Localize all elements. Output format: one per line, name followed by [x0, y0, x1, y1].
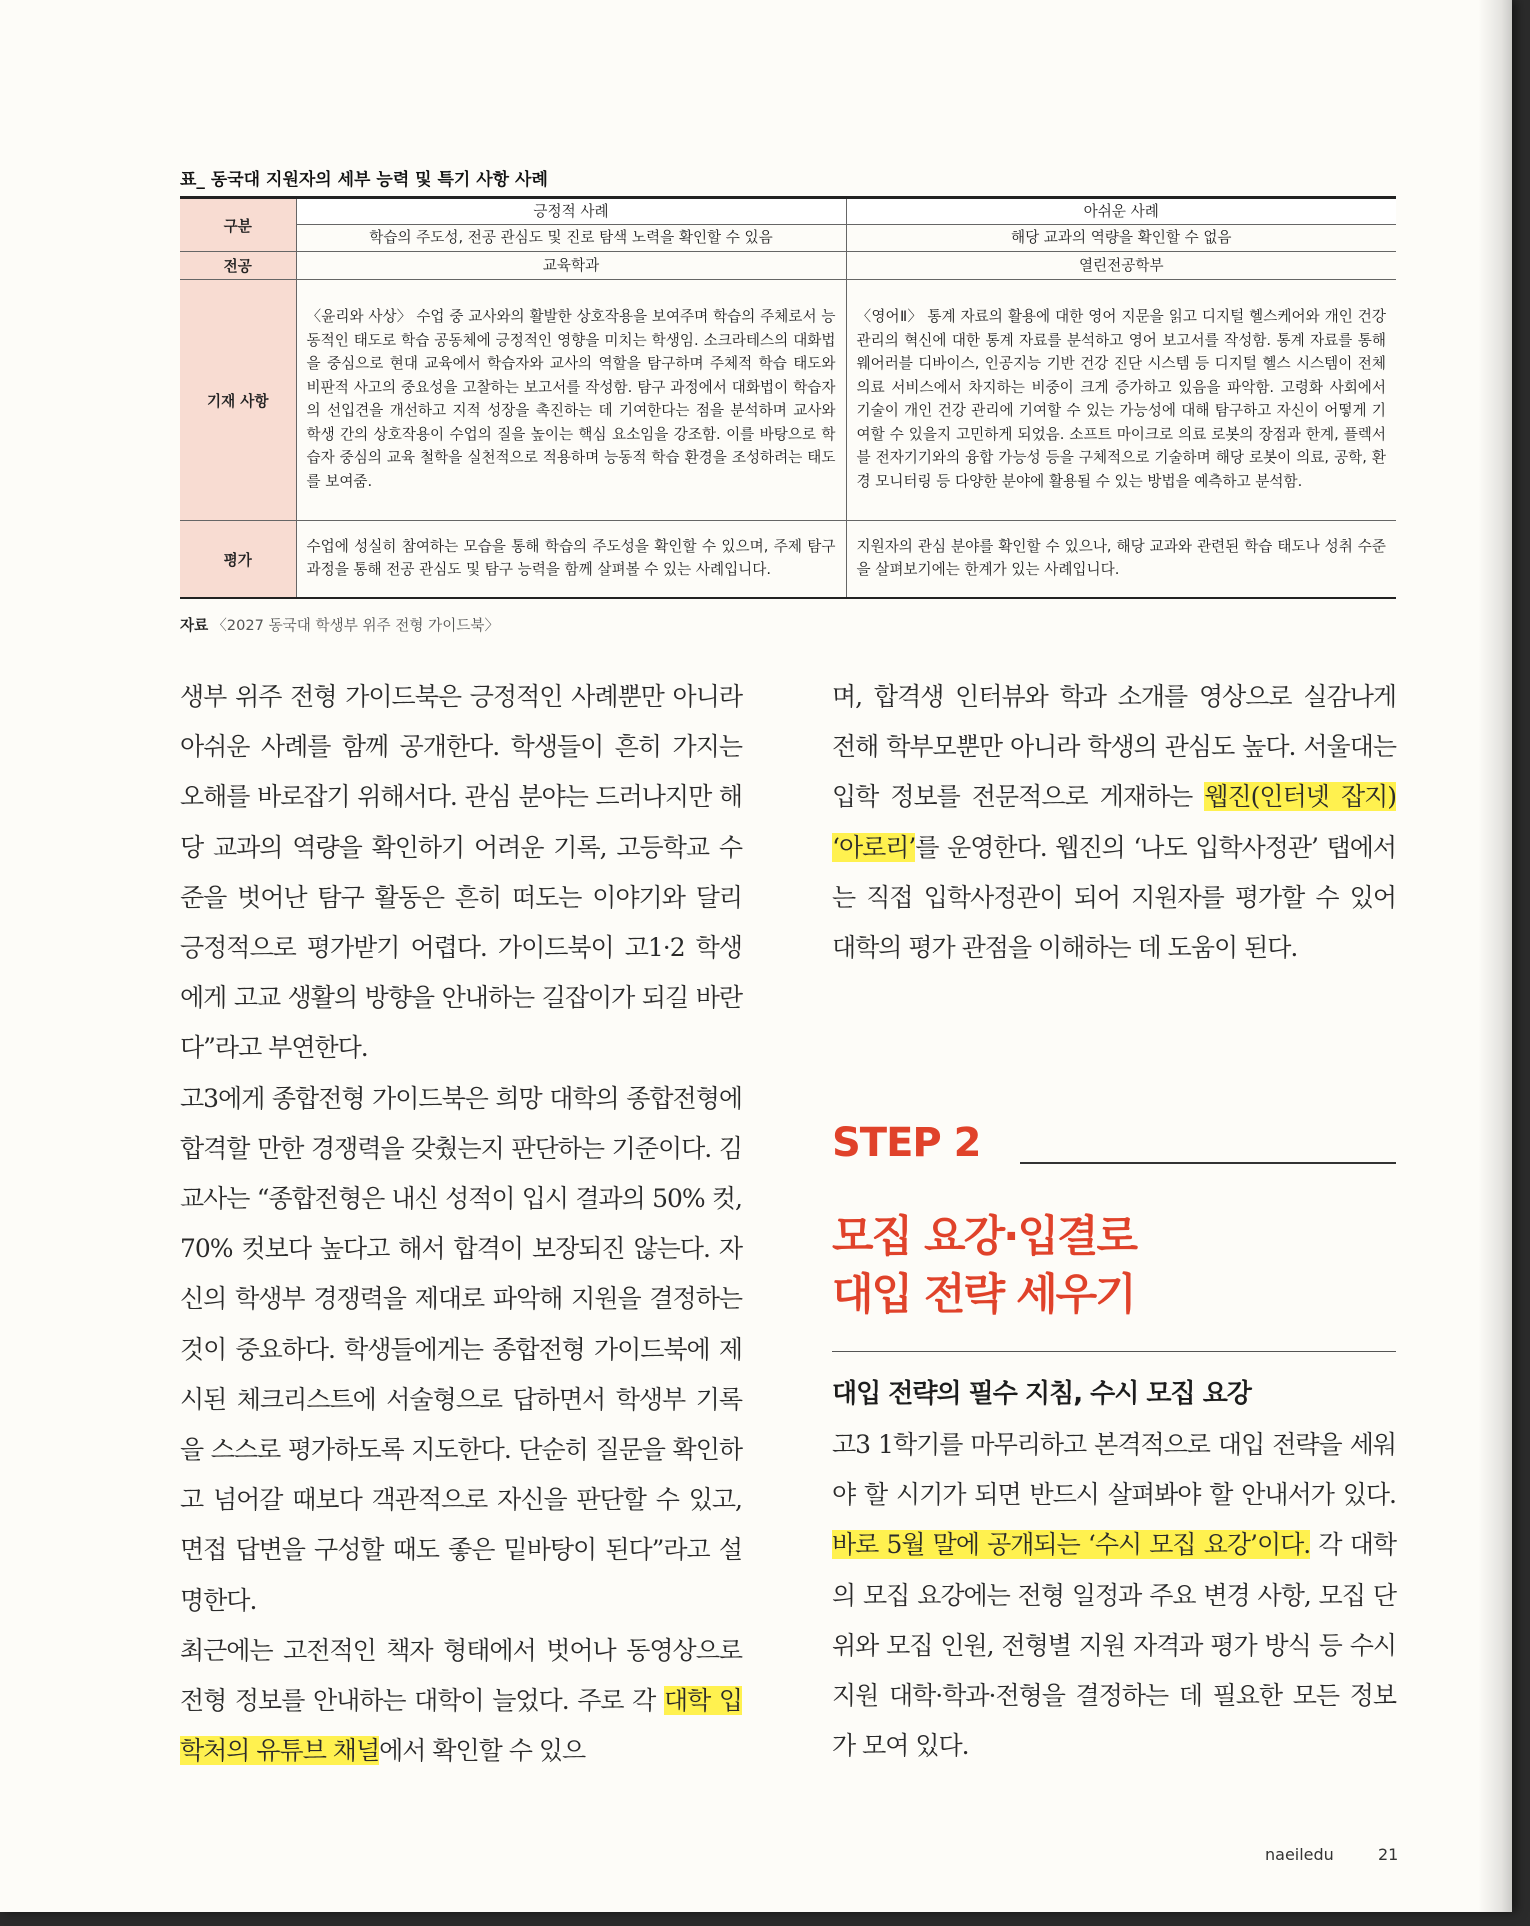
positive-eval: 수업에 성실히 참여하는 모습을 통해 학습의 주도성을 확인할 수 있으며, 주제 탐구 과정을 통해 전공 관심도 및 탐구 능력을 함께 살펴볼 수 있는 사례입니다.	[296, 521, 846, 599]
right-paragraph-1	[832, 672, 1396, 973]
right-p2-text: 고3 1학기를 마무리하고 본격적으로 대입 전략을 세워야 할 시기가 되면 반드시 살펴봐야 할 안내서가 있다.	[832, 1430, 1396, 1510]
left-paragraph-3	[180, 1626, 742, 1777]
case-table	[180, 199, 1396, 599]
right-column-bottom	[832, 1420, 1396, 1771]
negative-desc: 해당 교과의 역량을 확인할 수 없음	[846, 225, 1396, 252]
source-text: 〈2027 동국대 학생부 위주 전형 가이드북〉	[212, 617, 500, 634]
page-number: 21	[1378, 1845, 1399, 1864]
table-title: 표_ 동국대 지원자의 세부 능력 및 특기 사항 사례	[180, 170, 548, 190]
table-row	[180, 199, 1396, 225]
right-paragraph-2	[832, 1420, 1396, 1771]
table-row	[180, 521, 1396, 599]
table-row	[180, 225, 1396, 252]
row-label-record: 기재 사항	[180, 280, 296, 521]
highlight-webzine: 웹진(인터넷 잡지) ‘아로리’	[832, 782, 1396, 862]
footer-brand: naeiledu	[1265, 1845, 1334, 1864]
row-label-eval: 평가	[180, 521, 296, 599]
table-row	[180, 280, 1396, 521]
left-column	[180, 672, 742, 1776]
left-p3-tail: 에서 확인할 수 있으	[379, 1736, 586, 1766]
right-p1-text: 며, 합격생 인터뷰와 학과 소개를 영상으로 실감나게 전해 학부모뿐만 아니라 학생의 관심도 높다. 서울대는 입학 정보를 전문적으로 게재하는	[832, 682, 1396, 812]
positive-title: 긍정적 사례	[296, 199, 846, 225]
highlight-youtube: 대학 입학처의 유튜브 채널	[180, 1686, 742, 1766]
step-label: STEP 2	[832, 1120, 981, 1166]
right-p2-tail: 각 대학의 모집 요강에는 전형 일정과 주요 변경 사항, 모집 단위와 모집 인원, 전형별 지원 자격과 평가 방식 등 수시 지원 대학·학과·전형을 결정하는 데 필요한 모든 정보가 모여 있다.	[832, 1530, 1396, 1761]
negative-record: 〈영어Ⅱ〉 통계 자료의 활용에 대한 영어 지문을 읽고 디지털 헬스케어와 개인 건강 관리의 혁신에 대한 통계 자료를 분석하고 영어 보고서를 작성함. 통계 자료를 통해 웨어러블 디바이스, 인공지능 기반 건강 진단 시스템 등 디지털 헬스 시스템이 전체 의료 서비스에서 차지하는 비중이 크게 증가하고 있음을 파악함. 고령화 사회에서 기술이 개인 건강 관리에 기여할 수 있는 가능성에 대해 탐구하고 자신이 어떻게 기여할 수 있을지 고민하게 되었음. 소프트 마이크로 의료 로봇의 장점과 한계, 플렉서블 전자기기와의 융합 가능성 등을 구체적으로 기술하며 해당 로봇이 의료, 공학, 환경 모니터링 등 다양한 분야에 활용될 수 있는 방법을 예측하고 분석함.	[846, 280, 1396, 521]
headline-line-2: 대입 전략 세우기	[832, 1270, 1135, 1320]
row-label-category: 구분	[180, 199, 296, 252]
negative-title: 아쉬운 사례	[846, 199, 1396, 225]
headline-line-1: 모집 요강·입결로	[832, 1212, 1137, 1262]
headline-rule	[832, 1351, 1396, 1352]
subheading: 대입 전략의 필수 지침, 수시 모집 요강	[832, 1379, 1251, 1409]
table-row	[180, 252, 1396, 280]
highlight-guideline: 바로 5월 말에 공개되는 ‘수시 모집 요강’이다.	[832, 1530, 1311, 1560]
page-spine-shadow	[1478, 0, 1512, 1912]
positive-record: 〈윤리와 사상〉 수업 중 교사와의 활발한 상호작용을 보여주며 학습의 주체로서 능동적인 태도로 학습 공동체에 긍정적인 영향을 미치는 학생임. 소크라테스의 대화법을 중심으로 현대 교육에서 학습자와 교사의 역할을 탐구하며 주체적 학습 태도와 비판적 사고의 중요성을 고찰하는 보고서를 작성함. 탐구 과정에서 대화법이 학습자의 선입견을 개선하고 지적 성장을 촉진하는 데 기여한다는 점을 분석하며 교사와 학생 간의 상호작용이 수업의 질을 높이는 핵심 요소임을 강조함. 이를 바탕으로 학습자 중심의 교육 철학을 실천적으로 적용하며 능동적 학습 환경을 조성하려는 태도를 보여줌.	[296, 280, 846, 521]
negative-eval: 지원자의 관심 분야를 확인할 수 있으나, 해당 교과와 관련된 학습 태도나 성취 수준을 살펴보기에는 한계가 있는 사례입니다.	[846, 521, 1396, 599]
left-paragraph-2: 고3에게 종합전형 가이드북은 희망 대학의 종합전형에 합격할 만한 경쟁력을 갖췄는지 판단하는 기준이다. 김 교사는 “종합전형은 내신 성적이 입시 결과의 50% 컷, 70% 컷보다 높다고 해서 합격이 보장되진 않는다. 자신의 학생부 경쟁력을 제대로 파악해 지원을 결정하는 것이 중요하다. 학생들에게는 종합전형 가이드북에 제시된 체크리스트에 서술형으로 답하면서 학생부 기록을 스스로 평가하도록 지도한다. 단순히 질문을 확인하고 넘어갈 때보다 객관적으로 자신을 판단할 수 있고, 면접 답변을 구성할 때도 좋은 밑바탕이 된다”라고 설명한다.	[180, 1083, 742, 1615]
positive-major: 교육학과	[296, 252, 846, 280]
section-headline	[832, 1208, 1136, 1324]
right-column-top	[832, 672, 1396, 973]
right-p1-tail: 를 운영한다. 웹진의 ‘나도 입학사정관’ 탭에서는 직접 입학사정관이 되어 지원자를 평가할 수 있어 대학의 평가 관점을 이해하는 데 도움이 된다.	[832, 832, 1396, 963]
table-source	[180, 614, 499, 635]
negative-major: 열린전공학부	[846, 252, 1396, 280]
left-p3-text: 최근에는 고전적인 책자 형태에서 벗어나 동영상으로 전형 정보를 안내하는 대학이 늘었다. 주로 각	[180, 1635, 742, 1716]
source-label: 자료	[180, 617, 209, 634]
step-rule	[1020, 1162, 1396, 1164]
row-label-major: 전공	[180, 252, 296, 280]
positive-desc: 학습의 주도성, 전공 관심도 및 진로 탐색 노력을 확인할 수 있음	[296, 225, 846, 252]
left-paragraph-1: 생부 위주 전형 가이드북은 긍정적인 사례뿐만 아니라 아쉬운 사례를 함께 공개한다. 학생들이 흔히 가지는 오해를 바로잡기 위해서다. 관심 분야는 드러나지만 해당 교과의 역량을 확인하기 어려운 기록, 고등학교 수준을 벗어난 탐구 활동은 흔히 떠도는 이야기와 달리 긍정적으로 평가받기 어렵다. 가이드북이 고1·2 학생에게 고교 생활의 방향을 안내하는 길잡이가 되길 바란다”라고 부연한다.	[180, 682, 742, 1063]
